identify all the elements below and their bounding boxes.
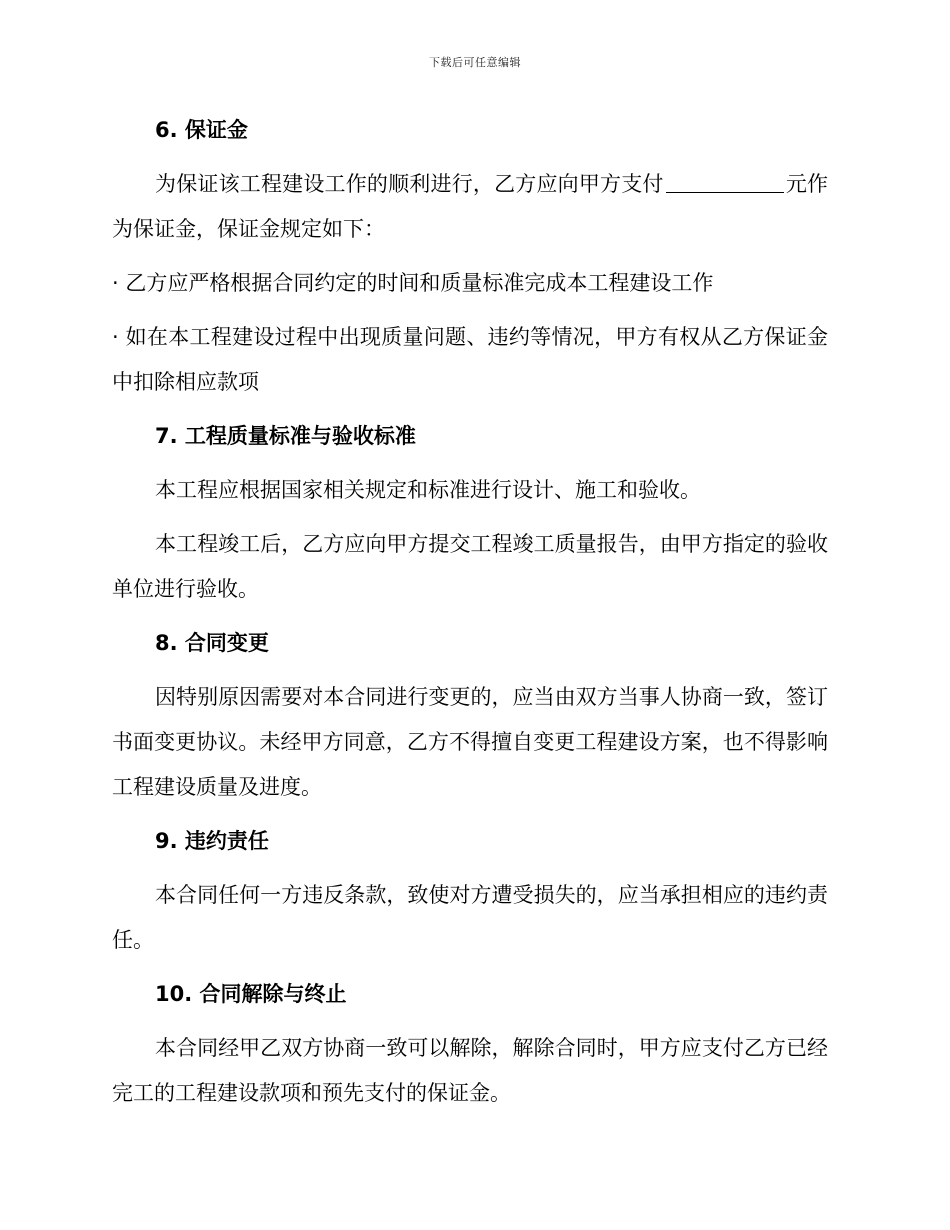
section-8-heading: 8. 合同变更 [155, 631, 269, 655]
amount-blank-line [666, 172, 784, 193]
document-body [112, 108, 828, 1125]
section-6-bullet-2: · 如在本工程建设过程中出现质量问题、违约等情况，甲方有权从乙方保证金中扣除相应款项 [112, 325, 828, 394]
section-10-heading: 10. 合同解除与终止 [155, 982, 347, 1006]
section-6-paragraph-text-start: 为保证该工程建设工作的顺利进行，乙方应向甲方支付 [155, 172, 664, 196]
section-9-heading: 9. 违约责任 [155, 829, 269, 853]
section-7-paragraph-1: 本工程应根据国家相关规定和标准进行设计、施工和验收。 [155, 478, 701, 502]
section-6-paragraph-text-end: 元作为保证金，保证金规定如下： [112, 172, 829, 241]
section-7-heading: 7. 工程质量标准与验收标准 [155, 424, 416, 448]
section-7-paragraph-2: 本工程竣工后，乙方应向甲方提交工程竣工质量报告，由甲方指定的验收单位进行验收。 [112, 532, 828, 601]
section-6-bullet-1: · 乙方应严格根据合同约定的时间和质量标准完成本工程建设工作 [112, 271, 714, 295]
header-note: 下载后可任意编辑 [429, 56, 521, 69]
section-8-paragraph: 因特别原因需要对本合同进行变更的，应当由双方当事人协商一致，签订书面变更协议。未经甲方同意，乙方不得擅自变更工程建设方案，也不得影响工程建设质量及进度。 [112, 685, 828, 799]
section-10-paragraph: 本合同经甲乙双方协商一致可以解除，解除合同时，甲方应支付乙方已经完工的工程建设款项和预先支付的保证金。 [112, 1036, 828, 1105]
section-6-heading: 6. 保证金 [155, 118, 248, 142]
section-9-paragraph: 本合同任何一方违反条款，致使对方遭受损失的，应当承担相应的违约责任。 [112, 883, 828, 952]
section-6-paragraph [112, 162, 828, 252]
